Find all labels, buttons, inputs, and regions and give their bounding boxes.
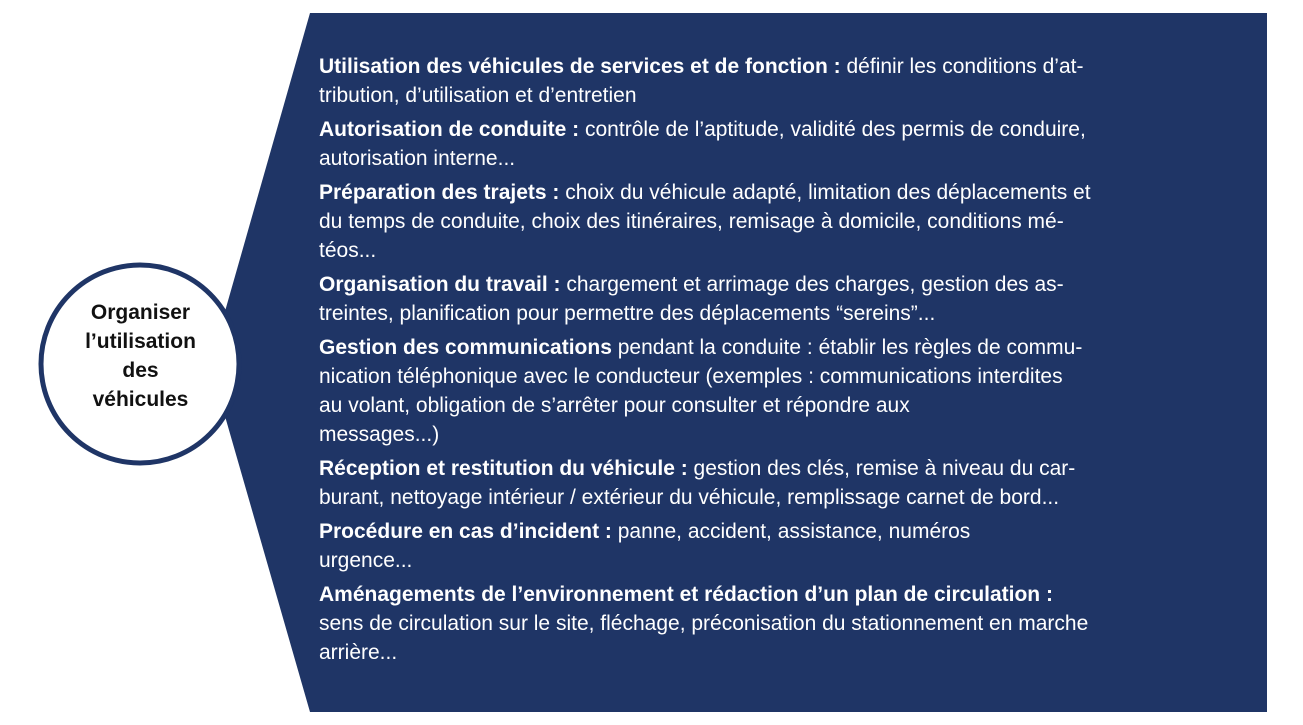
center-label-line: véhicules <box>92 388 189 411</box>
item-driving-authorization <box>319 115 1244 173</box>
item-text: définir les conditions d’at- <box>840 55 1084 78</box>
center-label <box>48 298 233 414</box>
item-text: nication téléphonique avec le conducteur (exemples : communications interdites <box>319 365 1063 388</box>
item-title: Gestion des communications <box>319 336 612 359</box>
item-text: tribution, d’utilisation et d’entretien <box>319 84 637 107</box>
item-text: treintes, planification pour permettre des déplacements “sereins”... <box>319 302 936 325</box>
item-trip-preparation <box>319 178 1244 265</box>
item-title: Réception et restitution du véhicule : <box>319 457 688 480</box>
item-text: contrôle de l’aptitude, validité des permis de conduire, <box>579 118 1086 141</box>
item-text: du temps de conduite, choix des itinéraires, remisage à domicile, conditions mé- <box>319 210 1064 233</box>
center-label-line: des <box>122 359 159 382</box>
item-incident-procedure <box>319 517 1244 575</box>
item-vehicle-use <box>319 52 1244 110</box>
item-title: Aménagements de l’environnement et rédaction d’un plan de circulation : <box>319 583 1053 606</box>
item-text: choix du véhicule adapté, limitation des déplacements et <box>559 181 1091 204</box>
item-communications <box>319 333 1244 449</box>
item-title: Autorisation de conduite : <box>319 118 580 141</box>
center-label-line: Organiser <box>90 301 191 324</box>
item-title: Préparation des trajets : <box>319 181 560 204</box>
item-title: Procédure en cas d’incident : <box>319 520 612 543</box>
item-text: messages...) <box>319 423 440 446</box>
item-title: Utilisation des véhicules de services et de fonction : <box>319 55 841 78</box>
item-text: panne, accident, assistance, numéros <box>611 520 971 543</box>
item-text: téos... <box>319 239 377 262</box>
item-text: autorisation interne... <box>319 147 516 170</box>
item-text: pendant la conduite : établir les règles de commu- <box>611 336 1083 359</box>
item-list <box>319 52 1244 667</box>
item-work-organisation <box>319 270 1244 328</box>
item-vehicle-handover <box>319 454 1244 512</box>
center-label-line: l’utilisation <box>85 330 196 353</box>
item-text: chargement et arrimage des charges, gestion des as- <box>560 273 1064 296</box>
item-text: sens de circulation sur le site, fléchage, préconisation du stationnement en marche <box>319 612 1089 635</box>
item-title: Organisation du travail : <box>319 273 561 296</box>
item-text: urgence... <box>319 549 413 572</box>
item-text: burant, nettoyage intérieur / extérieur du véhicule, remplissage carnet de bord... <box>319 486 1060 509</box>
item-site-layout <box>319 580 1244 667</box>
item-text: gestion des clés, remise à niveau du car- <box>687 457 1076 480</box>
item-text: arrière... <box>319 641 398 664</box>
item-text: au volant, obligation de s’arrêter pour consulter et répondre aux <box>319 394 910 417</box>
